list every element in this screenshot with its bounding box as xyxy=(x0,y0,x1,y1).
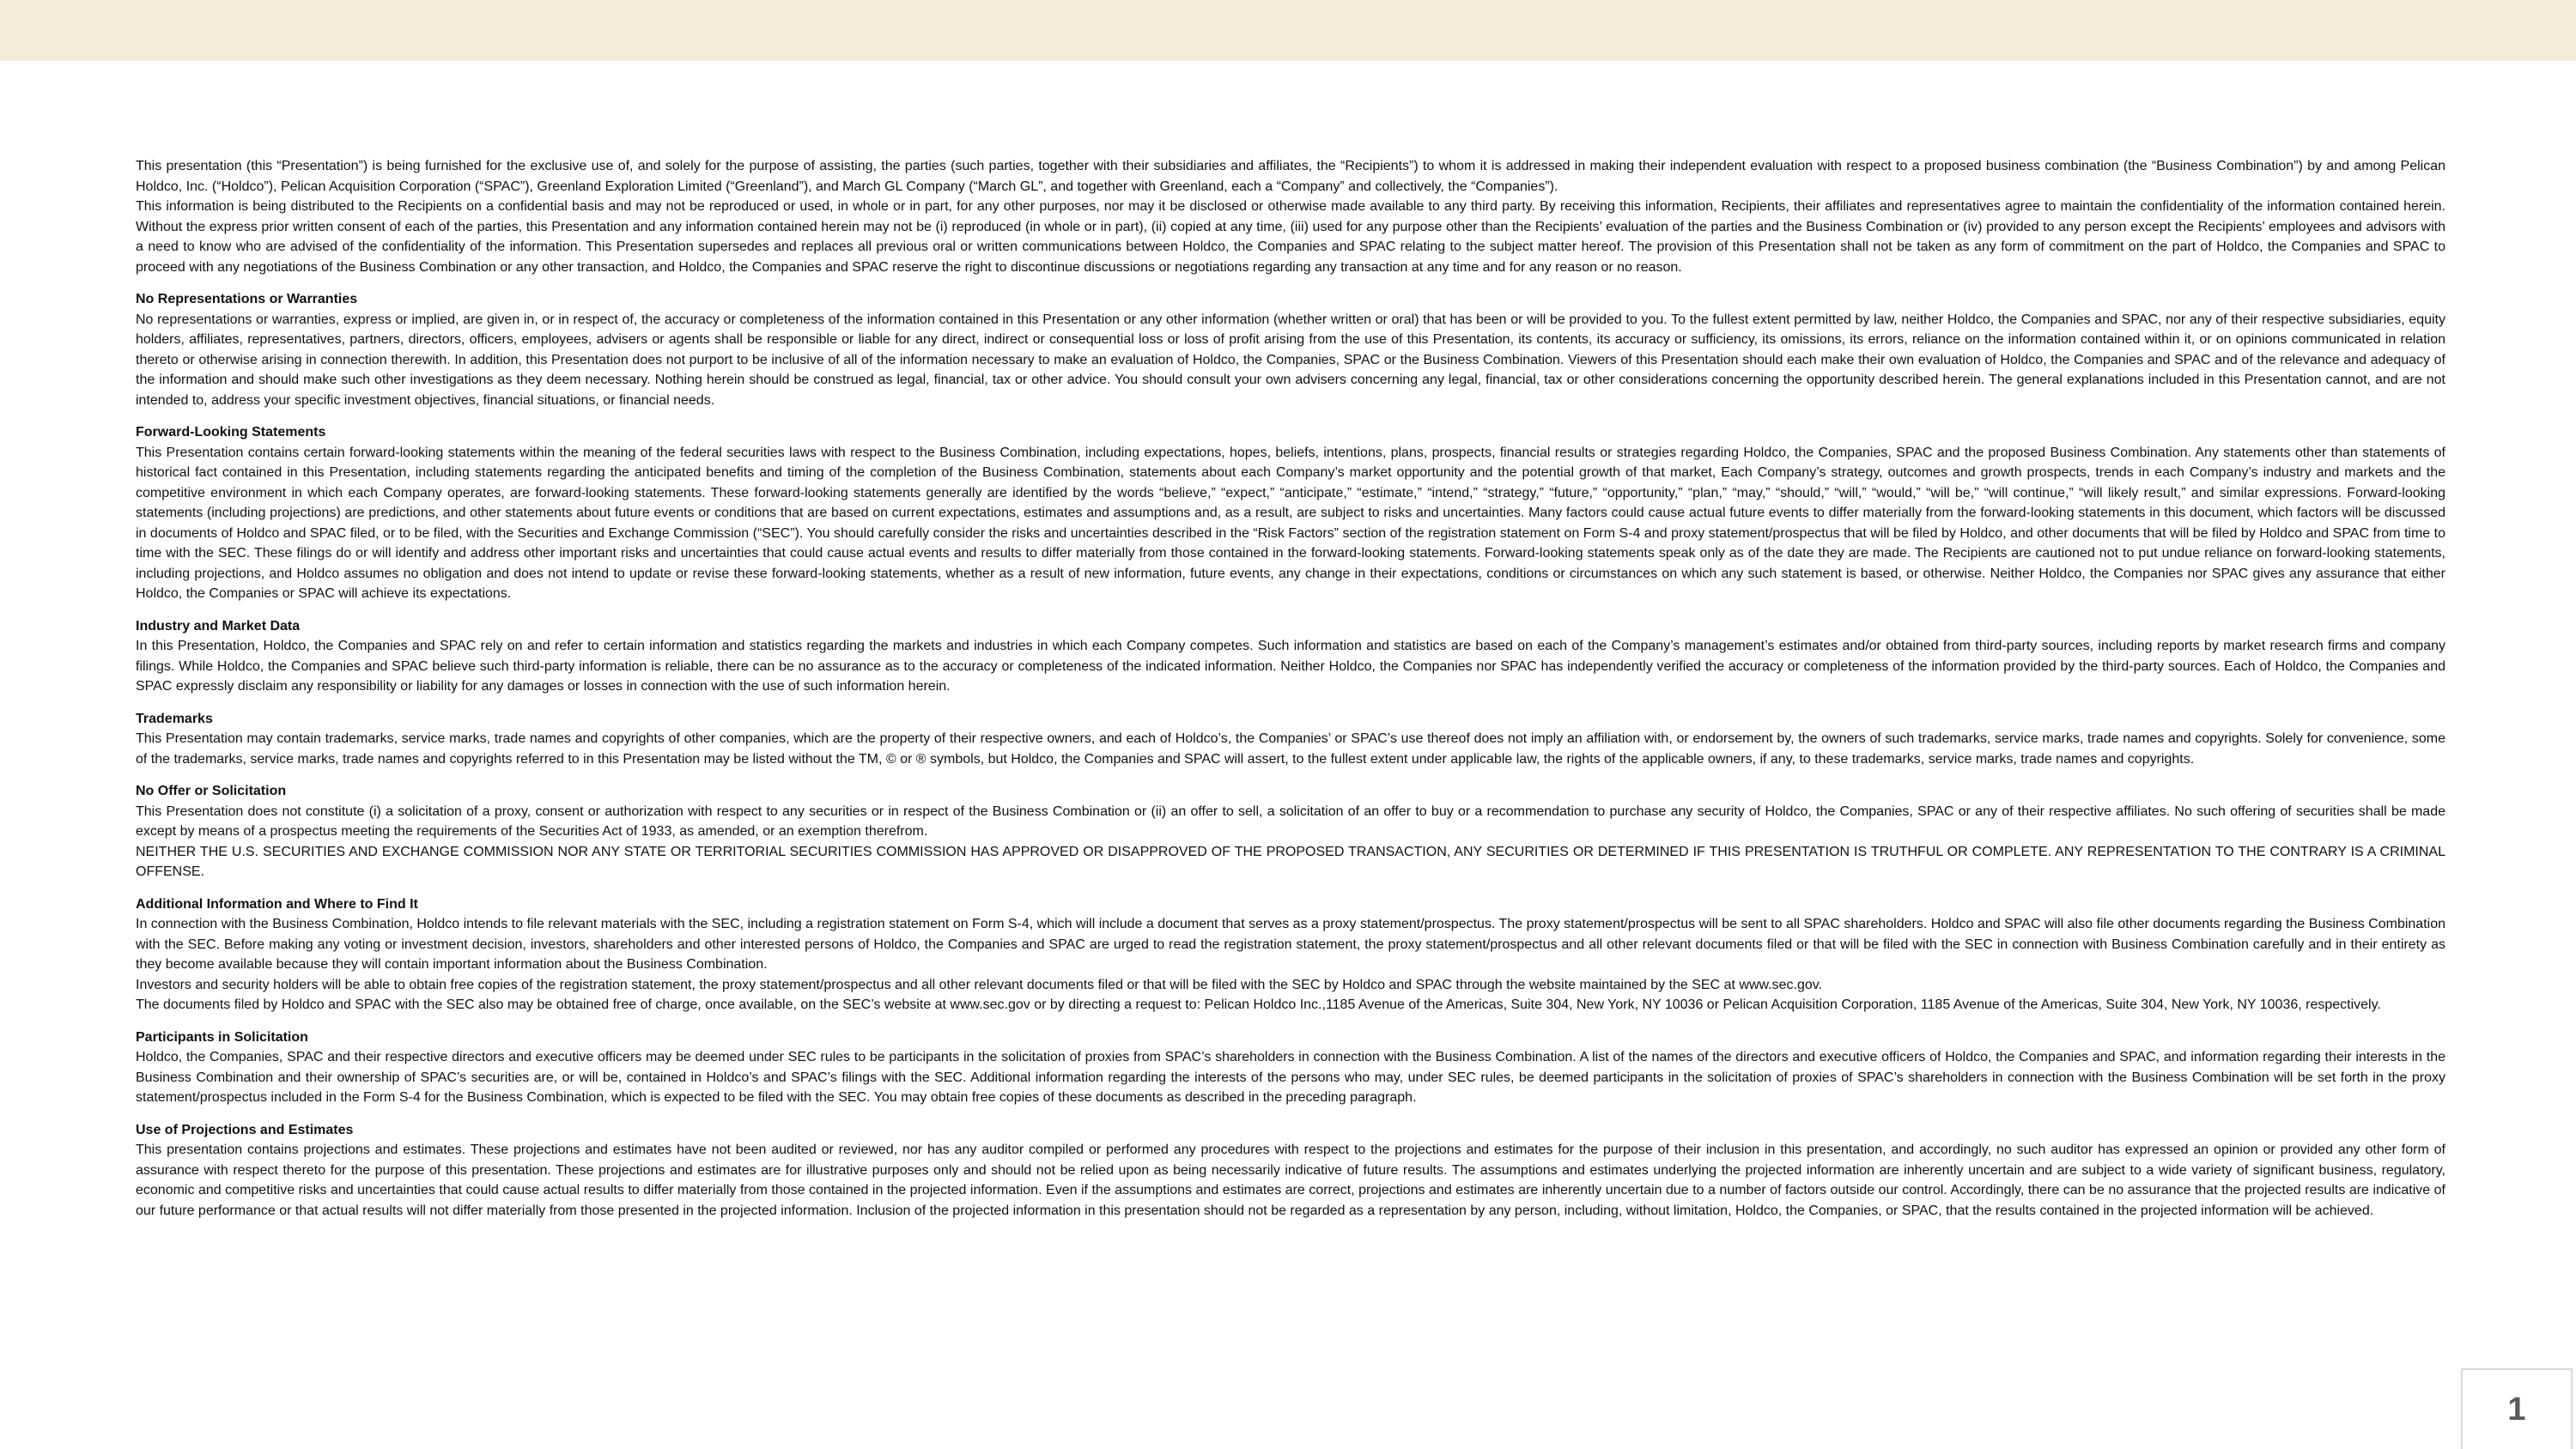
disclaimer-section xyxy=(136,422,2445,604)
section-heading: Forward-Looking Statements xyxy=(136,425,326,440)
section-paragraph: Investors and security holders will be able to obtain free copies of the registration statement, the proxy statement/prospectus and all other relevant documents filed or that will be filed with the SEC by Holdco and SPAC through the website maintained by the SEC at www.sec.gov. xyxy=(136,977,1823,992)
section-paragraph: In connection with the Business Combination, Holdco intends to file relevant materials with the SEC, including a registration statement on Form S-4, which will include a document that serves as a proxy statement/prospectus. The proxy statement/prospectus will be sent to all SPAC shareholders. Holdco and SPAC will also file other documents regarding the Business Combination with the SEC. Before making any voting or investment decision, investors, shareholders and other interested persons of Holdco, the Companies and SPAC are urged to read the registration statement, the proxy statement/prospectus and all other relevant documents filed or that will be filed with the SEC in connection with Business Combination carefully and in their entirety as they become available because they will contain important information about the Business Combination. xyxy=(136,917,2445,972)
section-heading: No Representations or Warranties xyxy=(136,292,358,306)
disclaimer-section xyxy=(136,156,2445,277)
section-heading: No Offer or Solicitation xyxy=(136,784,287,798)
disclaimer-section xyxy=(136,289,2445,410)
section-paragraph: This presentation contains projections and estimates. These projections and estimates have not been audited or reviewed, nor has any auditor compiled or performed any procedures with respect to the projections and estimates for the purpose of their inclusion in this presentation, and accordingly, no such auditor has expressed an opinion or provided any other form of assurance with respect thereto for the purpose of this presentation. These projections and estimates are for illustrative purposes only and should not be relied upon as being necessarily indicative of future results. The assumptions and estimates underlying the projected information are inherently uncertain and are subject to a wide variety of significant business, regulatory, economic and competitive risks and uncertainties that could cause actual results to differ materially from those contained in the projected information. Even if the assumptions and estimates are correct, projections and estimates are inherently uncertain due to a number of factors outside our control. Accordingly, there can be no assurance that the projected results are indicative of our future performance or that actual results will not differ materially from those presented in the projected information. Inclusion of the projected information in this presentation should not be regarded as a representation by any person, including, without limitation, Holdco, the Companies, or SPAC, that the results contained in the projected information will be achieved. xyxy=(136,1143,2445,1218)
disclaimer-section xyxy=(136,616,2445,697)
disclaimer-body xyxy=(136,156,2445,1233)
disclaimer-section xyxy=(136,781,2445,882)
section-paragraph: In this Presentation, Holdco, the Companies and SPAC rely on and refer to certain information and statistics regarding the markets and industries in which each Company competes. Such information and statistics are based on each of the Company’s management’s estimates and/or obtained from third-party sources, including reports by market research firms and company filings. While Holdco, the Companies and SPAC believe such third-party information is reliable, there can be no assurance as to the accuracy or completeness of the indicated information. Neither Holdco, the Companies nor SPAC has independently verified the accuracy or completeness of the information provided by the third-party sources. Each of Holdco, the Companies and SPAC expressly disclaim any responsibility or liability for any damages or losses in connection with the use of such information herein. xyxy=(136,639,2445,694)
section-paragraph: NEITHER THE U.S. SECURITIES AND EXCHANGE COMMISSION NOR ANY STATE OR TERRITORIAL SECURITIES COMMISSION HAS APPROVED OR DISAPPROVED OF THE PROPOSED TRANSACTION, ANY SECURITIES OR DETERMINED IF THIS PRESENTATION IS TRUTHFUL OR COMPLETE. ANY REPRESENTATION TO THE CONTRARY IS A CRIMINAL OFFENSE. xyxy=(136,844,2445,879)
section-paragraph: No representations or warranties, express or implied, are given in, or in respect of, the accuracy or completeness of the information contained in this Presentation or any other information (whether written or oral) that has been or will be provided to you. To the fullest extent permitted by law, neither Holdco, the Companies and SPAC, nor any of their respective subsidiaries, equity holders, affiliates, representatives, partners, directors, officers, employees, advisers or agents shall be responsible or liable for any direct, indirect or consequential loss or loss of profit arising from the use of this Presentation, its contents, its accuracy or sufficiency, its omissions, its errors, reliance on the information contained within it, or on opinions communicated in relation thereto or otherwise arising in connection therewith. In addition, this Presentation does not purport to be inclusive of all of the information necessary to make an evaluation of Holdco, the Companies, SPAC or the Business Combination. Viewers of this Presentation should each make their own evaluation of Holdco, the Companies and SPAC and of the relevance and adequacy of the information and should make such other investigations as they deem necessary. Nothing herein should be construed as legal, financial, tax or other advice. You should consult your own advisers concerning any legal, financial, tax or other considerations concerning the opportunity described herein. The general explanations included in this Presentation cannot, and are not intended to, address your specific investment objectives, financial situations, or financial needs. xyxy=(136,312,2445,408)
top-accent-bar xyxy=(0,0,2576,61)
disclaimer-section xyxy=(136,709,2445,770)
section-paragraph: The documents filed by Holdco and SPAC with the SEC also may be obtained free of charge, once available, on the SEC’s website at www.sec.gov or by directing a request to: Pelican Holdco Inc.,1185 Avenue of the Americas, Suite 304, New York, NY 10036 or Pelican Acquisition Corporation, 1185 Avenue of the Americas, Suite 304, New York, NY 10036, respectively. xyxy=(136,997,2381,1012)
section-heading: Additional Information and Where to Find It xyxy=(136,896,418,912)
disclaimer-section xyxy=(136,894,2445,1016)
disclaimer-section xyxy=(136,1028,2445,1108)
page-number-box xyxy=(2461,1368,2573,1449)
section-heading: Use of Projections and Estimates xyxy=(136,1122,354,1137)
disclaimer-section xyxy=(136,1120,2445,1222)
section-paragraph: This Presentation does not constitute (i) a solicitation of a proxy, consent or authorization with respect to any securities or in respect of the Business Combination or (ii) an offer to sell, a solicitation of an offer to buy or a recommendation to purchase any security of Holdco, the Companies, SPAC or any of their respective affiliates. No such offering of securities shall be made except by means of a prospectus meeting the requirements of the Securities Act of 1933, as amended, or an exemption therefrom. xyxy=(136,803,2445,839)
section-paragraph: This information is being distributed to the Recipients on a confidential basis and may not be reproduced or used, in whole or in part, for any other purposes, nor may it be disclosed or otherwise made available to any third party. By receiving this information, Recipients, their affiliates and representatives agree to maintain the confidentiality of the information contained herein. Without the express prior written consent of each of the parties, this Presentation and any information contained herein may not be (i) reproduced (in whole or in part), (ii) copied at any time, (iii) used for any purpose other than the Recipients’ evaluation of the parties and the Business Combination or (iv) provided to any person except the Recipients’ employees and advisors with a need to know who are advised of the confidentiality of the information. This Presentation supersedes and replaces all previous oral or written communications between Holdco, the Companies and SPAC relating to the subject matter hereof. The provision of this Presentation shall not be taken as any form of commitment on the part of Holdco, the Companies and SPAC to proceed with any negotiations of the Business Combination or any other transaction, and Holdco, the Companies and SPAC reserve the right to discontinue discussions or negotiations regarding any transaction at any time and for any reason or no reason. xyxy=(136,199,2445,275)
section-heading: Participants in Solicitation xyxy=(136,1029,308,1045)
section-paragraph: This Presentation may contain trademarks, service marks, trade names and copyrights of other companies, which are the property of their respective owners, and each of Holdco’s, the Companies’ or SPAC’s use thereof does not imply an affiliation with, or endorsement by, the owners of such trademarks, service marks, trade names and copyrights. Solely for convenience, some of the trademarks, service marks, trade names and copyrights referred to in this Presentation may be listed without the TM, © or ® symbols, but Holdco, the Companies and SPAC will assert, to the fullest extent under applicable law, the rights of the applicable owners, if any, to these trademarks, service marks, trade names and copyrights. xyxy=(136,731,2445,767)
section-paragraph: Holdco, the Companies, SPAC and their respective directors and executive officers may be deemed under SEC rules to be participants in the solicitation of proxies from SPAC’s shareholders in connection with the Business Combination. A list of the names of the directors and executive officers of Holdco, the Companies and SPAC, and information regarding their interests in the Business Combination and their ownership of SPAC’s securities are, or will be, contained in Holdco’s and SPAC’s filings with the SEC. Additional information regarding the interests of the persons who may, under SEC rules, be deemed participants in the solicitation of proxies of SPAC’s shareholders in connection with the Business Combination will be set forth in the proxy statement/prospectus included in the Form S-4 for the Business Combination, which is expected to be filed with the SEC. You may obtain free copies of these documents as described in the preceding paragraph. xyxy=(136,1050,2445,1105)
page-number: 1 xyxy=(2507,1391,2526,1428)
section-heading: Trademarks xyxy=(136,711,213,726)
section-paragraph: This Presentation contains certain forward-looking statements within the meaning of the federal securities laws with respect to the Business Combination, including expectations, hopes, beliefs, intentions, plans, prospects, financial results or strategies regarding Holdco, the Companies, SPAC and the proposed Business Combination. Any statements other than statements of historical fact contained in this Presentation, including statements regarding the anticipated benefits and timing of the completion of the Business Combination, statements about each Company’s market opportunity and the potential growth of that market, Each Company’s strategy, outcomes and growth prospects, trends in each Company’s industry and markets and the competitive environment in which each Company operates, are forward-looking statements. These forward-looking statements generally are identified by the words “believe,” “expect,” “anticipate,” “estimate,” “intend,” “strategy,” “future,” “opportunity,” “plan,” “may,” “should,” “will,” “would,” “will be,” “will continue,” “will likely result,” and similar expressions. Forward-looking statements (including projections) are predictions, and other statements about future events or conditions that are based on current expectations, estimates and assumptions and, as a result, are subject to risks and uncertainties. Many factors could cause actual future events to differ materially from the forward-looking statements in this document, which factors will be discussed in documents of Holdco and SPAC filed, or to be filed, with the Securities and Exchange Commission (“SEC”). You should carefully consider the risks and uncertainties described in the “Risk Factors” section of the registration statement on Form S-4 and proxy statement/prospectus that will be filed by Holdco, and other documents that will be filed by Holdco and SPAC from time to time with the SEC. These filings do or will identify and address other important risks and uncertainties that could cause actual events and results to differ materially from those contained in the forward-looking statements. Forward-looking statements speak only as of the date they are made. The Recipients are cautioned not to put undue reliance on forward-looking statements, including projections, and Holdco assumes no obligation and does not intend to update or revise these forward-looking statements, whether as a result of new information, future events, any change in their expectations, conditions or circumstances on which any such statement is based, or otherwise. Neither Holdco, the Companies nor SPAC gives any assurance that either Holdco, the Companies or SPAC will achieve its expectations. xyxy=(136,445,2445,601)
section-paragraph: This presentation (this “Presentation”) is being furnished for the exclusive use of, and solely for the purpose of assisting, the parties (such parties, together with their subsidiaries and affiliates, the “Recipients”) to whom it is addressed in making their independent evaluation with respect to a proposed business combination (the “Business Combination”) by and among Pelican Holdco, Inc. (“Holdco”), Pelican Acquisition Corporation (“SPAC”), Greenland Exploration Limited (“Greenland”), and March GL Company (“March GL”, and together with Greenland, each a “Company” and collectively, the “Companies”). xyxy=(136,159,2445,194)
section-heading: Industry and Market Data xyxy=(136,618,301,634)
